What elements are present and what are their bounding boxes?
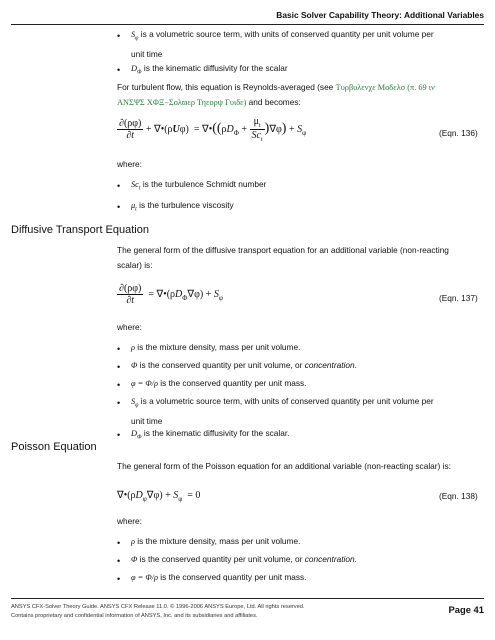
item-text: is the conserved quantity per unit volume, or xyxy=(139,554,303,564)
item-text: is the conserved quantity per unit volume, or xyxy=(139,360,303,370)
item-text: is a volumetric source term, with units of conserved quantity per unit volume per xyxy=(140,29,434,39)
item-text-italic: concentration. xyxy=(304,360,357,370)
bullet-icon: • xyxy=(117,344,121,354)
item-text: is a volumetric source term, with units of conserved quantity per unit volume per xyxy=(140,396,434,406)
bullet-icon: • xyxy=(117,430,121,440)
item-text: is the conserved quantity per unit mass. xyxy=(160,572,307,582)
list-item xyxy=(131,534,300,549)
symbol-sub: Φ xyxy=(137,69,142,76)
symbol: φ = Φ/ρ xyxy=(131,379,158,388)
paragraph-text: For turbulent flow, this equation is Reynolds-averaged (see xyxy=(117,82,334,92)
symbol-sub: φ xyxy=(135,402,139,409)
bullet-icon: • xyxy=(117,181,121,191)
section-heading: Poisson Equation xyxy=(11,441,97,453)
bullet-icon: • xyxy=(117,380,121,390)
section-paragraph xyxy=(117,243,485,273)
bullet-icon: • xyxy=(117,31,121,41)
symbol: φ = Φ/ρ xyxy=(131,573,158,582)
cross-reference-link[interactable]: Τυρβυλενχε Μοδελσ (π. 69 ιν xyxy=(335,83,435,92)
list-item xyxy=(131,177,266,197)
symbol: ρ xyxy=(131,537,135,546)
list-item xyxy=(131,376,306,391)
symbol: S xyxy=(131,30,136,39)
list-item xyxy=(131,198,234,218)
footer-rule xyxy=(11,598,484,599)
symbol: Φ xyxy=(131,361,138,370)
item-text-cont: unit time xyxy=(131,48,163,59)
bullet-icon: • xyxy=(117,574,121,584)
section-paragraph: The general form of the Poisson equation for an additional variable (non-reacting scalar) is: xyxy=(117,461,451,471)
page-number: Page 41 xyxy=(448,604,484,615)
symbol: Sc xyxy=(131,180,139,189)
item-text: is the kinematic diffusivity for the scalar xyxy=(143,63,288,73)
paragraph-text-cont: scalar) is: xyxy=(117,260,153,270)
bullet-icon: • xyxy=(117,538,121,548)
equation-number: (Eqn. 137) xyxy=(439,293,478,303)
running-header: Basic Solver Capability Theory: Additional Variables xyxy=(276,10,484,20)
bullet-icon: • xyxy=(117,202,121,212)
bullet-icon: • xyxy=(117,65,121,75)
item-text-italic: concentration. xyxy=(304,554,357,564)
symbol: D xyxy=(131,64,137,73)
paragraph-text: The general form of the diffusive transport equation for an additional variable (non-reacting xyxy=(117,245,449,255)
list-item xyxy=(131,426,289,446)
equation-number: (Eqn. 136) xyxy=(439,128,478,138)
item-text: is the mixture density, mass per unit volume. xyxy=(137,536,301,546)
header-rule xyxy=(11,24,484,25)
list-item xyxy=(131,61,481,81)
symbol: ρ xyxy=(131,343,135,352)
bullet-icon: • xyxy=(117,362,121,372)
symbol-sub: Φ xyxy=(137,434,142,441)
symbol-sub: t xyxy=(138,185,141,192)
bullet-icon: • xyxy=(117,556,121,566)
symbol: S xyxy=(131,397,136,406)
item-text: is the kinematic diffusivity for the scalar. xyxy=(143,428,290,438)
symbol-sub: t xyxy=(135,206,137,213)
list-item xyxy=(131,552,357,567)
list-item xyxy=(131,394,481,429)
list-item xyxy=(131,340,300,355)
equation-136: $\frac{\partial(\rho\varphi)}{\partial t}$ + ∇•(ρUφ) = $\nabla•((\rho D_\Phi$ + $\frac{\mu_t}{Sc_t}$ )$\nabla\varphi) + S_\varphi$ xyxy=(119,116,307,143)
equation-137: $\frac{\partial(\rho\varphi)}{\partial t}$ = $\nabla•(\rho D_\Phi\nabla\varphi) + S_\varphi$ xyxy=(119,283,223,306)
symbol: D xyxy=(131,429,137,438)
item-text: is the turbulence viscosity xyxy=(139,200,234,210)
cross-reference-link-cont[interactable]: ΑΝΣΨΣ ΧΦΞ−Σολϖερ Τηεορψ Γυιδε) xyxy=(117,98,247,107)
equation-number: (Eqn. 138) xyxy=(439,491,478,501)
item-text: is the conserved quantity per unit mass. xyxy=(160,378,307,388)
turbulent-paragraph xyxy=(117,80,485,110)
symbol: Φ xyxy=(131,555,138,564)
symbol-sub: φ xyxy=(135,35,139,42)
symbol: μ xyxy=(131,201,136,210)
paragraph-text-tail: and becomes: xyxy=(248,97,301,107)
list-item xyxy=(131,358,357,373)
footer-copyright: ANSYS CFX-Solver Theory Guide. ANSYS CFX Release 11.0. © 1996-2006 ANSYS Europe, Ltd. All rights reserved. xyxy=(11,604,305,610)
list-item xyxy=(131,27,481,62)
section-heading: Diffusive Transport Equation xyxy=(11,224,149,236)
item-text-cont: unit time xyxy=(131,415,163,426)
list-item xyxy=(131,570,306,585)
item-text: is the mixture density, mass per unit volume. xyxy=(137,342,301,352)
footer-notice: Contains proprietary and confidential information of ANSYS, Inc. and its subsidiaries and affiliates. xyxy=(11,613,258,619)
bullet-icon: • xyxy=(117,398,121,408)
equation-138: $\nabla•(\rho D_\varphi\nabla\varphi) + S_\varphi = 0$ xyxy=(117,490,201,503)
where-label: where: xyxy=(117,516,142,526)
item-text: is the turbulence Schmidt number xyxy=(142,179,267,189)
where-label: where: xyxy=(117,322,142,332)
where-label: where: xyxy=(117,159,142,169)
